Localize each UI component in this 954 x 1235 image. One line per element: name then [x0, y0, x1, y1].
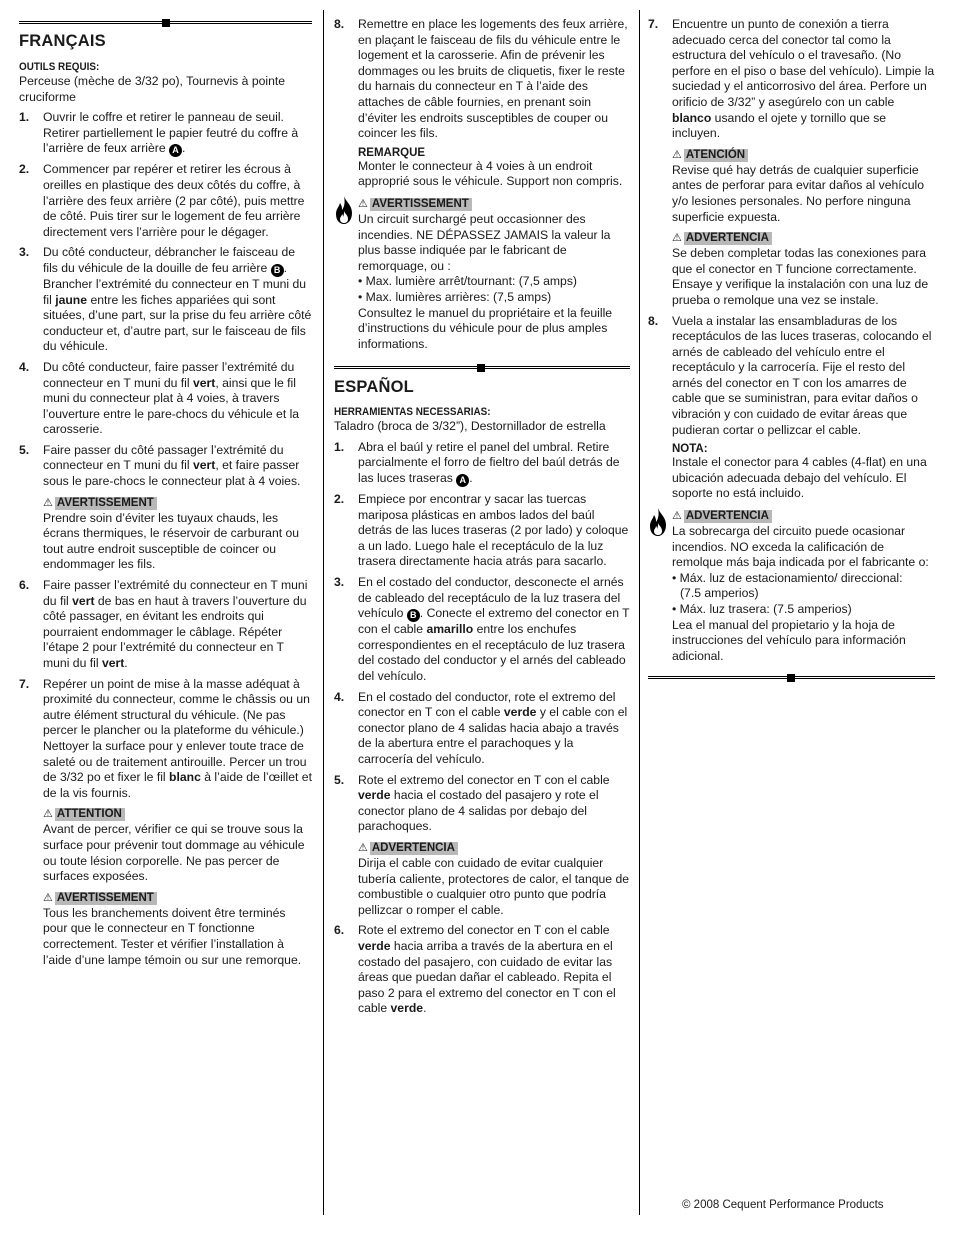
warning-triangle-icon: ⚠: [43, 808, 53, 821]
tools-list: Perceuse (mèche de 3/32 po), Tournevis à pointe cruciforme: [19, 74, 286, 104]
step-8: 8. Remettre en place les logements des feux arrière, en plaçant le faisceau de fils du véhicule entre le logement et la carosserie. Afin de prévenir les dommages ou les bruits de cliquetis, fixer le reste du harnais du connecteur en T à l’aide des attaches de câble fournies, en prenant soin d’éviter les endroits susceptibles de couper ou coincer les fils.: [334, 17, 628, 141]
copyright-notice: © 2008 Cequent Performance Products: [682, 1199, 884, 1211]
remark-label: REMARQUE: [358, 146, 426, 159]
warning-label: AVERTISSEMENT: [370, 198, 472, 211]
fire-icon: [648, 507, 668, 537]
warning-label: ADVERTENCIA: [684, 232, 772, 245]
step-2: 2. Empiece por encontrar y sacar las tuercas mariposa plásticas en ambos lados del baúl detrás de las luces traseras (2 por lado) y coloque a un lado. Luego hale el receptáculo de la luz trasera directamente hacia atrás para sacarlo.: [334, 492, 629, 569]
section-rule: [334, 364, 630, 372]
column-3: [648, 0, 935, 682]
tools-heading: OUTILS REQUIS:: [19, 61, 100, 73]
step-8: 8. Vuela a instalar las ensambladuras de los receptáculos de las luces traseras, colocando el arnés de cableado del vehículo entre el receptáculo y la carrocería. Fije el resto del arnés del conector en T con los amarres de cable que se suministran, para evitar daños o vibración y con cuidado de evitar áreas que pudieran cortar o pellizcar el cable.: [648, 313, 932, 437]
attention-text: Avant de percer, vérifier ce qui se trouve sous la surface pour prévenir tout dommage au véhicule ou toute lésion corporelle. Ne pas percer de surfaces exposées.: [43, 822, 305, 884]
section-heading-french: FRANÇAIS: [19, 32, 106, 50]
section-rule: [648, 674, 935, 682]
note-label: NOTA:: [672, 443, 708, 456]
figure-b-label: B: [271, 264, 284, 277]
warning-text: Lea el manual del propietario y la hoja de instrucciones del vehículo para información adicional.: [672, 617, 906, 663]
step-7: 7. Encuentre un punto de conexión a tierra adecuado cerca del conector tal como la estructura del vehículo o el travesaño. (No perfore en el piso o base del vehículo). Limpie la suciedad y el anticorrosivo del área. Perfore un orificio de 3/32” y asegúrelo con un cable blanco usando el ojete y tornillo que se incluyen.: [648, 17, 935, 141]
warning-text: Dirija el cable con cuidado de evitar cualquier tubería caliente, protectores de calor, el tanque de combustible o cualquier otro punto que podría pellizcar o romper el cable.: [358, 855, 630, 917]
remark-block: [358, 147, 630, 190]
figure-a-label: A: [456, 474, 469, 487]
fire-icon: [334, 195, 354, 225]
step-5: 5. Rote el extremo del conector en T con el cable verde hacia el costado del pasajero y rote el conector plano de 4 salidas por debajo del parachoques.: [334, 772, 610, 834]
step-1: 1. Ouvrir le coffre et retirer le panneau de seuil. Retirer partiellement le papier feutré du coffre à l’arrière de feux arrière A .: [19, 110, 299, 156]
warning-triangle-icon: ⚠: [672, 510, 682, 523]
warning-triangle-icon: ⚠: [672, 148, 682, 161]
warning-bullet: (7.5 amperios): [680, 586, 759, 601]
warning-label: AVERTISSEMENT: [55, 497, 157, 510]
tools-list: Taladro (broca de 3/32”), Destornillador de estrella: [334, 419, 606, 434]
warning-text: La sobrecarga del circuito puede ocasionar incendios. NO exceda la calificación de remolque más baja indicada por el fabricante o:: [672, 524, 929, 570]
warning-triangle-icon: ⚠: [43, 891, 53, 904]
step-3: 3. Du côté conducteur, débrancher le faisceau de fils du véhicule de la douille de feu arrière B . Brancher l’extrémité du connecteur en T muni du fil jaune entre les fiches appariées qui sont situées, d’une part, sur la prise du feu arrière côté conducteur et, d’autre part, sur le faisceau de fils du véhicule.: [19, 245, 312, 354]
section-rule: [19, 19, 312, 27]
warning-block: [43, 493, 312, 573]
warning-label: AVERTISSEMENT: [55, 892, 157, 905]
warning-text: Un circuit surchargé peut occasionner des incendies. NE DÉPASSEZ JAMAIS la valeur la plus basse indiquée par le fabricant de remorquage, ou :: [358, 211, 611, 273]
step-2: 2. Commencer par repérer et retirer les écrous à oreilles en plastique des deux côtés du coffre, à l’arrière des feux arrière (2 par côté), puis mettre de côté. Puis tirer sur le logement de feu arrière directement vers l’arrière pour le dégager.: [19, 162, 305, 239]
warning-text: Tous les branchements doivent être terminés pour que le connecteur en T fonctionne correctement. Tester et vérifier l’installation à l’aide d’une lampe témoin ou sur une remorque.: [43, 905, 302, 967]
step-4: 4. Du côté conducteur, faire passer l’extrémité du connecteur en T muni du fil vert, ainsi que le fil muni du connecteur plat à 4 voies, à travers l’ouverture entre le pare-chocs du véhicule et la carosserie.: [19, 359, 300, 437]
column-divider: [323, 10, 324, 1215]
fire-warning-block: [358, 194, 630, 352]
step-7: 7. Repérer un point de mise à la masse adéquat à proximité du connecteur, comme le châssis ou un autre élément structural du véhicule. (Ne pas percer le plancher ou la plateforme du véhicule.) Nettoyer la surface pour y enlever toute trace de saleté ou de traitement antirouille. Percer un trou de 3/32 po et fixer le fil blanc à l’aide de l’œillet et de la vis fournis.: [19, 676, 312, 800]
note-block: [672, 443, 935, 502]
attention-label: ATTENTION: [55, 808, 125, 821]
attention-text: Revise qué hay detrás de cualquier superficie antes de perforar para evitar daños al vehículo y/o lesiones personales. No perfore ninguna superficie expuesta.: [672, 162, 925, 224]
attention-block: [672, 145, 935, 225]
step-1: 1. Abra el baúl y retire el panel del umbral. Retire parcialmente el forro de fieltro del baúl detrás de las luces traseras A .: [334, 439, 620, 486]
note-text: Instale el conector para 4 cables (4-flat) en una ubicación adecuada debajo del vehículo. El soporte no está incluido.: [672, 455, 927, 501]
warning-bullet: • Max. lumières arrières: (7,5 amps): [358, 289, 552, 304]
column-divider: [639, 10, 640, 1215]
step-6: 6. Faire passer l’extrémité du connecteur en T muni du fil vert de bas en haut à travers l’ouverture du côté passager, en évitant les endroits qui pourraient endommager le câblage. Répéter l’étape 2 pour l’extrémité du connecteur en T muni du fil vert.: [19, 578, 308, 670]
column-2: [334, 0, 630, 1017]
warning-label: ADVERTENCIA: [684, 510, 772, 523]
warning-triangle-icon: ⚠: [43, 496, 53, 509]
figure-a-label: A: [169, 144, 182, 157]
figure-b-label: B: [407, 609, 420, 622]
warning-text: Se deben completar todas las conexiones para que el conector en T funcione correctamente. Ensaye y verifique la instalación con una luz de prueba o remolque una vez se instale.: [672, 246, 929, 307]
attention-block: [43, 804, 312, 884]
warning-triangle-icon: ⚠: [672, 232, 682, 245]
warning-text: Consultez le manuel du propriétaire et la feuille d’instructions du véhicule pour de plus amples informations.: [358, 305, 613, 351]
warning-text: Prendre soin d’éviter les tuyaux chauds, les écrans thermiques, le réservoir de carburant ou tout autre endroit susceptible de coincer ou endommager les fils.: [43, 510, 300, 572]
warning-block: [672, 228, 935, 308]
tools-heading: HERRAMIENTAS NECESSARIAS:: [334, 406, 491, 419]
warning-block: [358, 838, 630, 918]
attention-label: ATENCIÓN: [684, 149, 748, 162]
warning-label: ADVERTENCIA: [370, 842, 458, 855]
step-5: 5. Faire passer du côté passager l’extrémité du connecteur en T muni du fil vert, et faire passer sous le pare-chocs le connecteur plat à 4 voies.: [19, 442, 301, 489]
warning-triangle-icon: ⚠: [358, 197, 368, 210]
warning-triangle-icon: ⚠: [358, 841, 368, 854]
remark-text: Monter le connecteur à 4 voies à un endroit approprié sous le véhicule. Support non compris.: [358, 158, 623, 189]
section-heading-spanish: ESPAÑOL: [334, 378, 414, 397]
fire-warning-block: [672, 506, 935, 664]
column-1: [19, 0, 312, 968]
warning-bullet: • Máx. luz de estacionamiento/ direccional:: [672, 570, 903, 585]
step-4: 4. En el costado del conductor, rote el extremo del conector en T con el cable verde y el cable con el conector plano de 4 salidas hacia abajo a través de la abertura entre el parachoques y la carrocería del vehículo.: [334, 689, 628, 766]
warning-block: [43, 888, 312, 968]
warning-bullet: • Máx. luz trasera: (7.5 amperios): [672, 602, 852, 616]
warning-bullet: • Max. lumière arrêt/tournant: (7,5 amps): [358, 274, 577, 289]
step-3: 3. En el costado del conductor, desconecte el arnés de cableado del receptáculo de la luz trasera del vehículo B . Conecte el extremo del conector en T con el cable amarillo entre los enchufes correspondientes en el receptáculo de luz trasera del costado del conductor y el arnés del cableado del vehículo.: [334, 575, 630, 683]
step-6: 6. Rote el extremo del conector en T con el cable verde hacia arriba a través de la abertura en el costado del pasajero, con cuidado de evitar las áreas que puedan dañar el cableado. Repita el paso 2 para el extremo del conector en T con el cable verde.: [334, 923, 616, 1016]
